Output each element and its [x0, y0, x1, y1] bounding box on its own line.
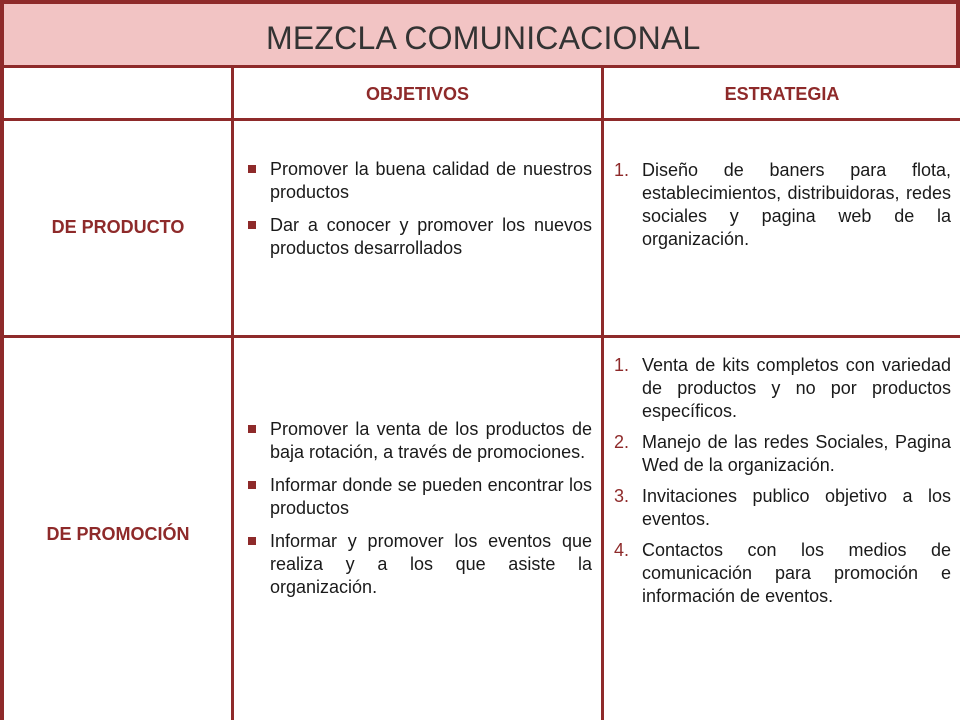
objetivos-producto-cell — [240, 158, 592, 270]
estrategia-promocion-cell — [606, 354, 951, 608]
row-divider — [0, 335, 960, 338]
column-divider-1 — [231, 68, 234, 720]
list-item — [240, 418, 592, 464]
list-item — [606, 431, 951, 477]
estrategia-text: Manejo de las redes Sociales, Pagina Wed de la organización. — [642, 432, 951, 475]
list-item — [240, 530, 592, 599]
table-border-left — [0, 68, 4, 720]
objetivo-text: Informar donde se pueden encontrar los productos — [270, 475, 592, 518]
page-title: MEZCLA COMUNICACIONAL — [266, 20, 701, 56]
list-item — [606, 159, 951, 251]
list-item — [240, 474, 592, 520]
estrategia-text: Invitaciones publico objetivo a los eventos. — [642, 486, 951, 529]
list-item — [240, 214, 592, 260]
objetivos-promocion-cell — [240, 418, 592, 609]
square-bullet-icon — [248, 537, 256, 545]
header-row-divider — [0, 118, 960, 121]
objetivo-text: Promover la venta de los productos de baja rotación, a través de promociones. — [270, 419, 592, 462]
header-objetivos: OBJETIVOS — [365, 84, 470, 104]
square-bullet-icon — [248, 221, 256, 229]
objetivo-text: Informar y promover los eventos que realiza y a los que asiste la organización. — [270, 531, 592, 597]
square-bullet-icon — [248, 165, 256, 173]
list-number: 3. — [614, 486, 630, 506]
title-bar — [0, 0, 960, 68]
list-number: 4. — [614, 540, 630, 560]
list-item — [606, 485, 951, 531]
objetivo-text: Promover la buena calidad de nuestros productos — [270, 159, 592, 202]
estrategia-text: Diseño de baners para flota, establecimientos, distribuidoras, redes sociales y pagina web de la organización. — [642, 160, 951, 249]
list-number: 2. — [614, 432, 630, 452]
estrategia-text: Venta de kits completos con variedad de productos y no por productos específicos. — [642, 355, 951, 421]
row-label-producto: DE PRODUCTO — [51, 217, 185, 237]
header-estrategia: ESTRATEGIA — [724, 84, 840, 104]
list-item — [606, 539, 951, 608]
square-bullet-icon — [248, 481, 256, 489]
estrategia-producto-cell — [606, 159, 951, 259]
column-divider-2 — [601, 68, 604, 720]
list-item — [240, 158, 592, 204]
square-bullet-icon — [248, 425, 256, 433]
list-number: 1. — [614, 160, 630, 180]
list-item — [606, 354, 951, 423]
estrategia-text: Contactos con los medios de comunicación para promoción e información de eventos. — [642, 540, 951, 606]
objetivo-text: Dar a conocer y promover los nuevos productos desarrollados — [270, 215, 592, 258]
list-number: 1. — [614, 355, 630, 375]
row-label-promocion: DE PROMOCIÓN — [46, 524, 190, 544]
